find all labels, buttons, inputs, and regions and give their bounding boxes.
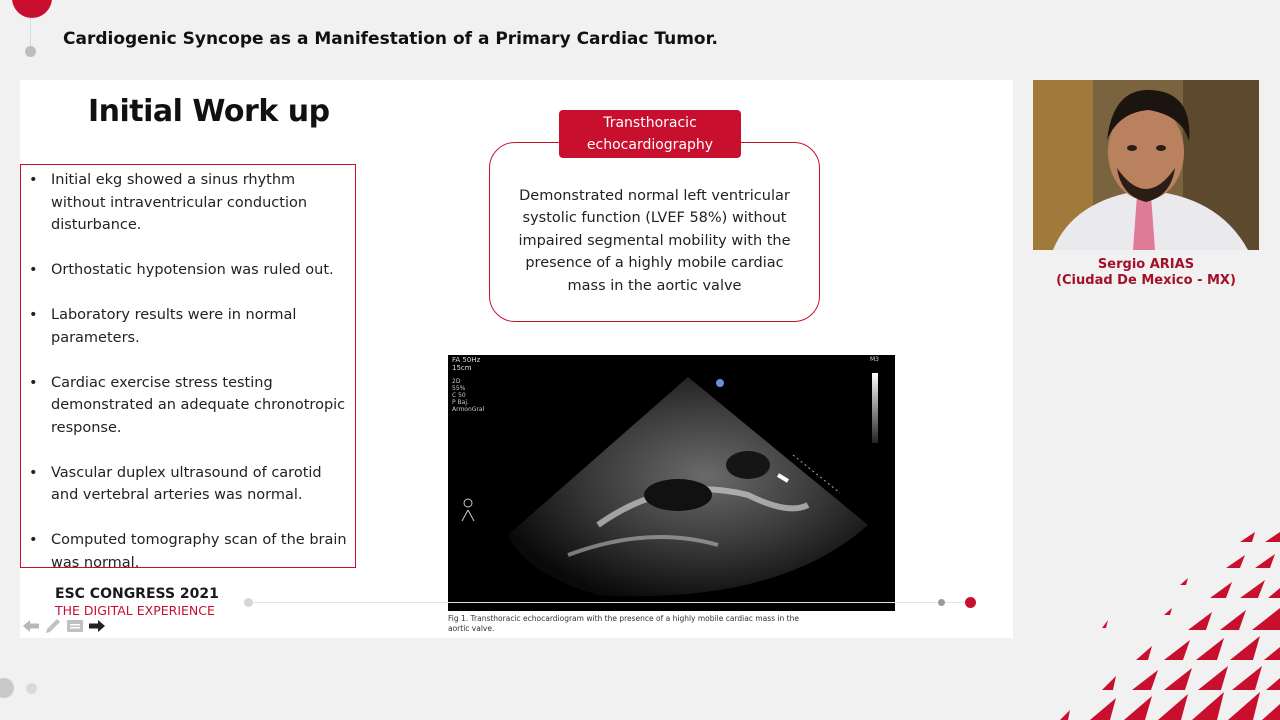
speaker-name: Sergio ARIAS: [1097, 257, 1195, 272]
congress-logo-title: ESC CONGRESS 2021: [55, 586, 219, 602]
list-item: [27, 169, 349, 237]
echo-tag-label: Transthoracic echocardiography: [559, 110, 741, 158]
image-overlay-param: P Baj.: [452, 399, 469, 406]
image-overlay-param: 2D: [452, 378, 461, 385]
progress-current-dot[interactable]: [965, 597, 976, 608]
bullet-symbol: •: [29, 262, 38, 278]
bullet-text: Initial ekg showed a sinus rhythm without intraventricular conduction disturbance.: [51, 172, 308, 233]
bullet-symbol: •: [29, 532, 38, 548]
echocardiogram-graphic: [448, 355, 895, 611]
presentation-title: Cardiogenic Syncope as a Manifestation of a Primary Cardiac Tumor.: [63, 29, 719, 49]
image-overlay-param: C 50: [452, 392, 466, 399]
bullet-text: Vascular duplex ultrasound of carotid and vertebral arteries was normal.: [51, 464, 322, 503]
image-overlay-freq: FA 50Hz: [452, 356, 481, 364]
timeline-marker[interactable]: [0, 678, 14, 698]
timeline-active-marker[interactable]: [12, 0, 52, 18]
bullet-symbol: •: [29, 172, 38, 188]
bullet-symbol: •: [29, 374, 38, 391]
progress-start-dot[interactable]: [244, 598, 253, 607]
slide-canvas: [20, 80, 1013, 638]
list-item: [27, 462, 349, 507]
decorative-pattern: [1040, 520, 1280, 720]
slide-heading: Initial Work up: [88, 94, 330, 129]
bullet-text: Cardiac exercise stress testing demonstrated an adequate chronotropic response.: [51, 374, 346, 436]
progress-step-dot[interactable]: [938, 599, 945, 606]
bullet-text: Computed tomography scan of the brain was normal.: [51, 532, 347, 571]
timeline-marker[interactable]: [26, 683, 37, 694]
echocardiogram-image: [448, 355, 895, 611]
next-arrow-icon[interactable]: [88, 618, 106, 634]
timeline-marker[interactable]: [25, 46, 36, 57]
speaker-video-graphic: [1033, 80, 1259, 250]
echo-findings-text: Demonstrated normal left ventricular systolic function (LVEF 58%) without impaired segmental mobility with the presence of a highly mobile cardiac mass in the aortic valve: [518, 187, 791, 294]
slide-toolbar: [22, 618, 106, 634]
speaker-location: (Ciudad De Mexico - MX): [1056, 273, 1236, 288]
congress-logo-subtitle: THE DIGITAL EXPERIENCE: [55, 603, 215, 618]
echo-findings-box: [489, 142, 820, 322]
previous-arrow-icon[interactable]: [22, 618, 40, 634]
pen-icon[interactable]: [44, 618, 62, 634]
bullet-list-box: [20, 164, 356, 571]
list-item: [27, 259, 349, 282]
list-item: [27, 372, 349, 440]
image-overlay-param: 55%: [452, 385, 466, 392]
figure-caption: Fig 1. Transthoracic echocardiogram with the presence of a highly mobile cardiac mass in the aortic valve.: [448, 614, 799, 633]
slide-progress-track: [248, 602, 976, 603]
slides-menu-icon[interactable]: [66, 618, 84, 634]
bullet-text: Laboratory results were in normal parameters.: [51, 307, 297, 346]
bullet-text: Orthostatic hypotension was ruled out.: [51, 262, 334, 278]
image-overlay-param: ArmonGral: [452, 406, 485, 413]
bullet-symbol: •: [29, 307, 38, 323]
image-overlay-depth: 15cm: [452, 364, 472, 372]
image-overlay-corner: M3: [870, 356, 879, 363]
list-item: [27, 529, 349, 574]
list-item: [27, 304, 349, 349]
bullet-symbol: •: [29, 464, 38, 481]
speaker-video: [1033, 80, 1259, 250]
